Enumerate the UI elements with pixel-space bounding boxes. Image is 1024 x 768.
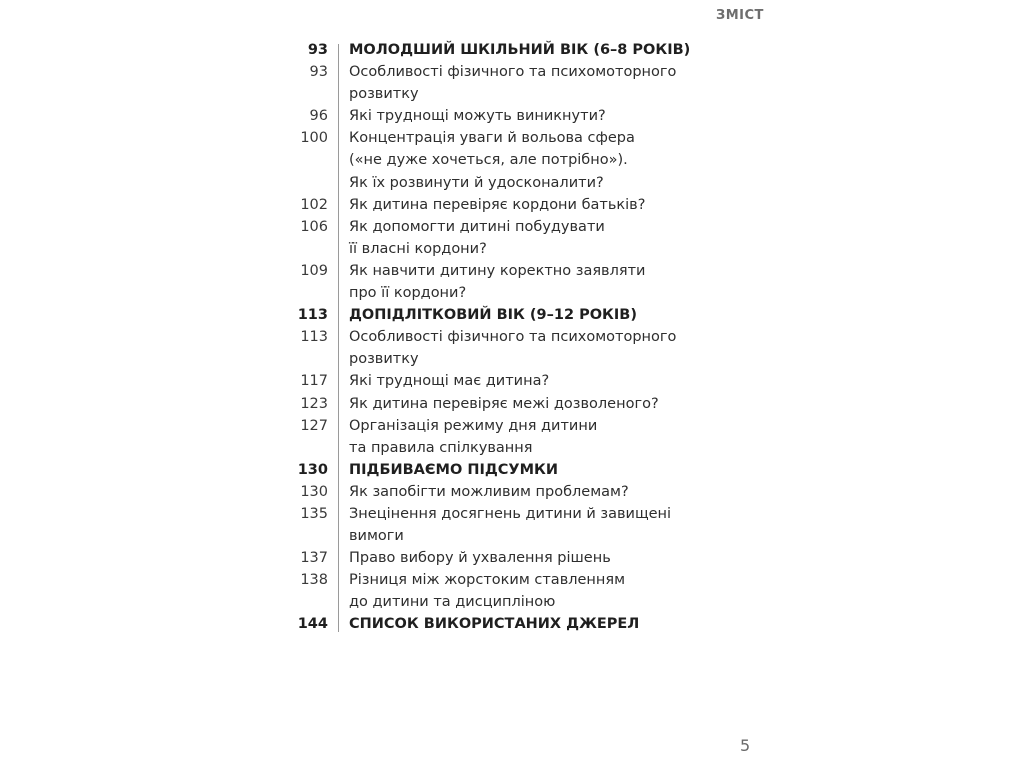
table-of-contents	[280, 39, 740, 636]
toc-item-row	[280, 569, 740, 613]
toc-item-row	[280, 370, 740, 392]
toc-item-title	[349, 547, 740, 569]
toc-item-row	[280, 547, 740, 569]
toc-page-number: 144	[297, 616, 328, 633]
toc-section-row	[280, 39, 740, 61]
toc-item-title	[349, 481, 740, 503]
toc-item-row	[280, 326, 740, 370]
toc-section-row	[280, 613, 740, 635]
toc-page-number: 100	[300, 130, 328, 147]
toc-section-title	[349, 459, 740, 481]
toc-title-line: Знецінення досягнень дитини й завищені	[349, 505, 672, 522]
toc-title-line: Як допомогти дитині побудувати	[349, 218, 605, 235]
toc-item-row	[280, 503, 740, 547]
toc-section-row	[280, 459, 740, 481]
toc-title-line: Як їх розвинути й удосконалити?	[349, 174, 604, 191]
toc-title-line: Особливості фізичного та психомоторного	[349, 64, 677, 81]
toc-title-line: Право вибору й ухвалення рішень	[349, 550, 611, 567]
toc-item-row	[280, 481, 740, 503]
toc-title-line: («не дуже хочеться, але потрібно»).	[349, 152, 628, 169]
toc-item-title	[349, 326, 740, 370]
toc-item-title	[349, 569, 740, 613]
toc-item-title	[349, 415, 740, 459]
toc-item-row	[280, 194, 740, 216]
toc-title-line: МОЛОДШИЙ ШКІЛЬНИЙ ВІК (6–8 РОКІВ)	[349, 42, 691, 58]
toc-page-number: 93	[307, 42, 328, 58]
toc-section-title	[349, 39, 740, 61]
toc-item-row	[280, 393, 740, 415]
page-number: 5	[740, 736, 751, 755]
toc-item-title	[349, 260, 740, 304]
toc-title-line: Концентрація уваги й вольова сфера	[349, 130, 635, 147]
toc-title-line: Як дитина перевіряє кордони батьків?	[349, 196, 646, 213]
toc-section-row	[280, 304, 740, 326]
toc-item-title	[349, 194, 740, 216]
toc-page-number: 93	[309, 64, 328, 81]
toc-title-line: Організація режиму дня дитини	[349, 417, 598, 434]
toc-title-line: розвитку	[349, 86, 419, 103]
toc-title-line: Які труднощі має дитина?	[349, 373, 550, 390]
toc-item-title	[349, 61, 740, 105]
toc-title-line: Особливості фізичного та психомоторного	[349, 329, 677, 346]
toc-title-line: ПІДБИВАЄМО ПІДСУМКИ	[349, 461, 559, 478]
running-head: ЗМІСТ	[716, 8, 764, 23]
toc-page-number: 113	[300, 329, 328, 346]
toc-page-number: 130	[297, 461, 328, 478]
toc-title-line: до дитини та дисципліною	[349, 594, 556, 611]
toc-page-number: 117	[300, 373, 328, 390]
toc-section-title	[349, 613, 740, 635]
toc-item-row	[280, 216, 740, 260]
toc-page-number: 127	[300, 417, 328, 434]
toc-title-line: Які труднощі можуть виникнути?	[349, 108, 606, 125]
toc-title-line: Різниця між жорстоким ставленням	[349, 572, 626, 589]
toc-item-title	[349, 393, 740, 415]
toc-title-line: вимоги	[349, 528, 404, 545]
toc-page-number: 96	[309, 108, 328, 125]
toc-page-number: 109	[300, 262, 328, 279]
toc-page-number: 130	[300, 483, 328, 500]
toc-title-line: СПИСОК ВИКОРИСТАНИХ ДЖЕРЕЛ	[349, 616, 640, 633]
toc-page-number: 137	[300, 550, 328, 567]
toc-item-row	[280, 105, 740, 127]
toc-page-number: 135	[300, 505, 328, 522]
toc-page-number: 123	[300, 395, 328, 412]
toc-item-row	[280, 415, 740, 459]
toc-item-row	[280, 260, 740, 304]
toc-item-row	[280, 61, 740, 105]
toc-item-row	[280, 127, 740, 193]
toc-page-number: 138	[300, 572, 328, 589]
toc-item-title	[349, 370, 740, 392]
toc-item-title	[349, 105, 740, 127]
toc-section-title	[349, 304, 740, 326]
toc-title-line: про її кордони?	[349, 285, 467, 302]
toc-title-line: розвитку	[349, 351, 419, 368]
toc-item-title	[349, 216, 740, 260]
toc-title-line: та правила спілкування	[349, 439, 533, 456]
toc-item-title	[349, 503, 740, 547]
toc-title-line: Як дитина перевіряє межі дозволеного?	[349, 395, 659, 412]
toc-title-line: Як запобігти можливим проблемам?	[349, 483, 629, 500]
toc-page-number: 113	[297, 307, 328, 324]
toc-page-number: 106	[300, 218, 328, 235]
toc-title-line: її власні кордони?	[349, 240, 487, 257]
toc-item-title	[349, 127, 740, 193]
toc-title-line: Як навчити дитину коректно заявляти	[349, 262, 646, 279]
toc-page-number: 102	[300, 196, 328, 213]
toc-title-line: ДОПІДЛІТКОВИЙ ВІК (9–12 РОКІВ)	[349, 307, 637, 324]
